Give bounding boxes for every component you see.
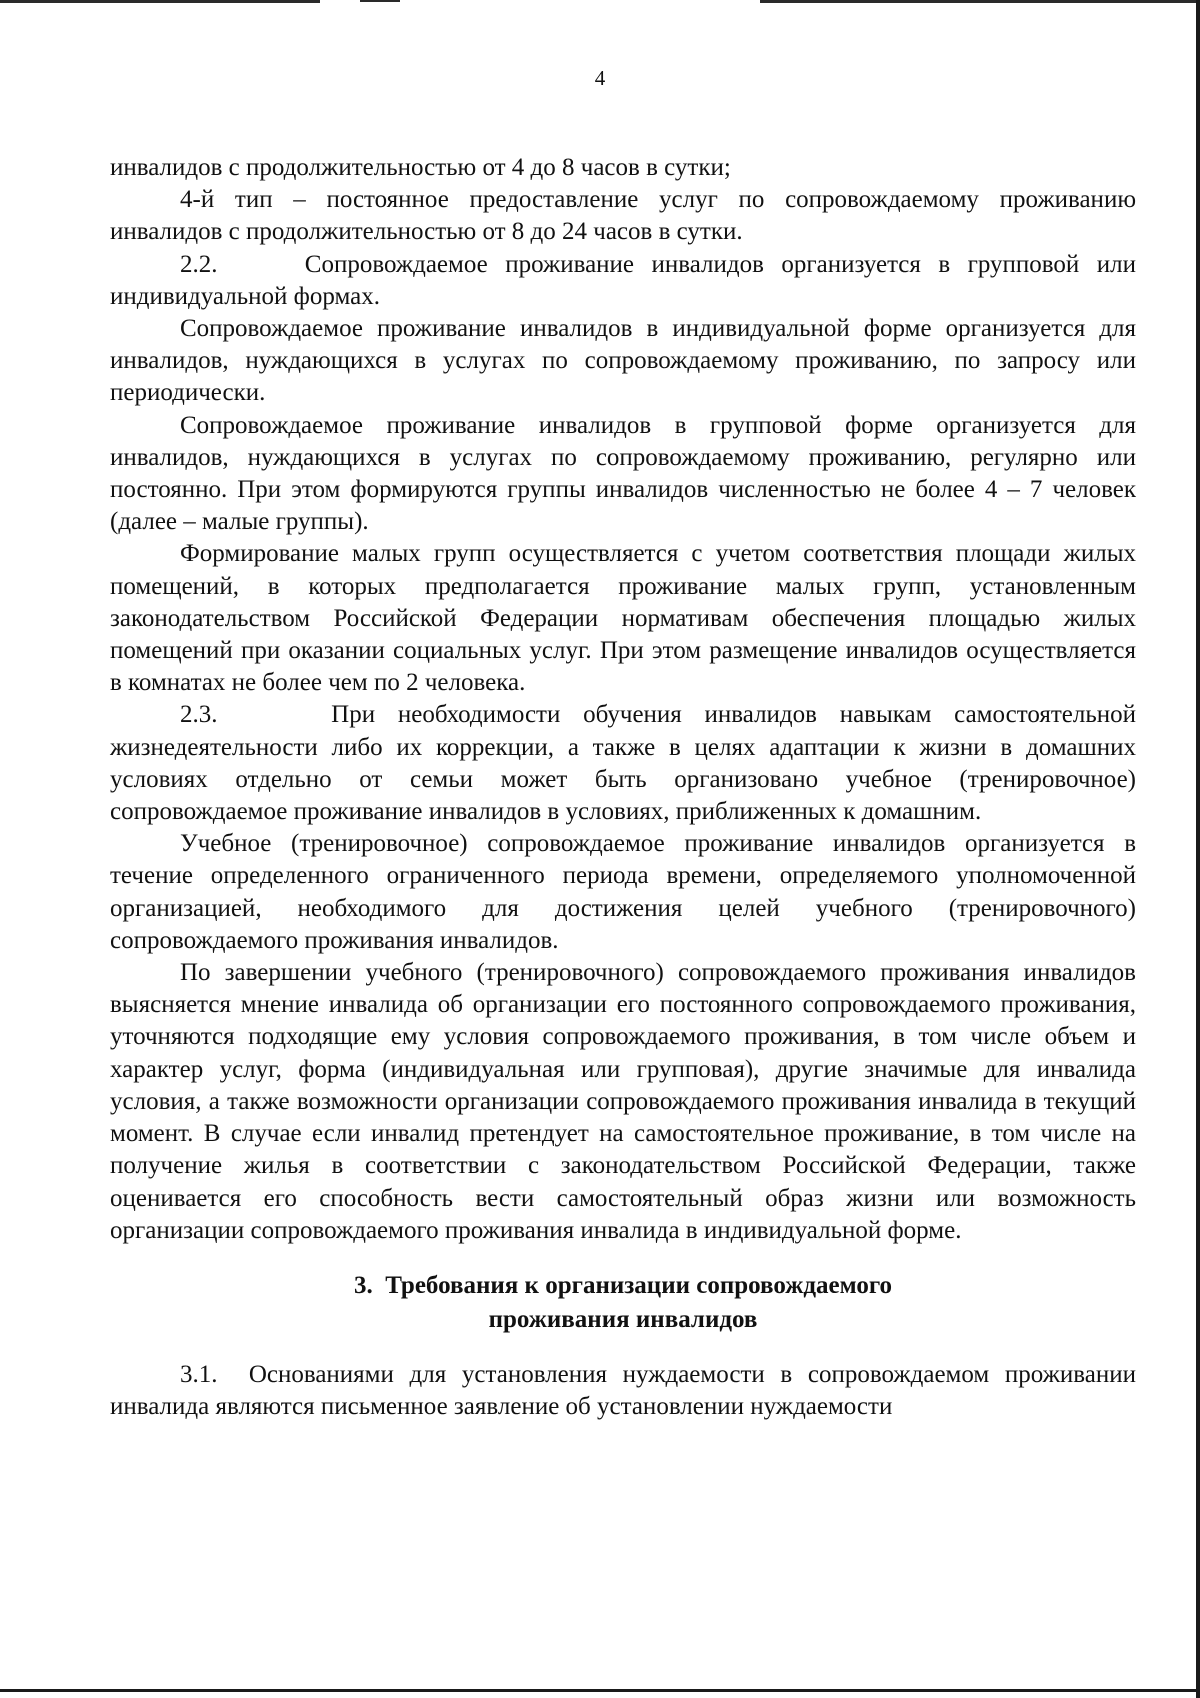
- section-heading-line-2: проживания инвалидов: [488, 1305, 758, 1333]
- section-heading-line-1: 3. Требования к организации сопровождаемого: [353, 1271, 893, 1299]
- paragraph: 2.3. При необходимости обучения инвалидов навыкам самостоятельной жизнедеятельности либо их коррекции, а также в целях адаптации к жизни в домашних условиях отдельно от семьи может быть организовано учебное (тренировочное) сопровождаемое проживание инвалидов в условиях, приближенных к домашним.: [110, 701, 1143, 826]
- scan-edge-right: [1196, 0, 1200, 1698]
- scan-edge-top-right: [760, 0, 1200, 3]
- paragraph: инвалидов с продолжительностью от 4 до 8 часов в сутки;: [110, 154, 731, 181]
- paragraph: Учебное (тренировочное) сопровождаемое проживание инвалидов организуется в течение определенного ограниченного периода времени, определяемого уполномоченной организацией, необходимого для достижения целей учебного (тренировочного) сопровождаемого проживания инвалидов.: [110, 830, 1136, 954]
- paragraph: Сопровождаемое проживание инвалидов в индивидуальной форме организуется для инвалидов, нуждающихся в услугах по сопровождаемому проживанию, по запросу или периодически.: [110, 315, 1136, 407]
- document-body: [110, 152, 1143, 1423]
- scan-edge-top-mark: [360, 0, 400, 2]
- page-number: 4: [594, 66, 606, 90]
- scan-edge-top-left: [0, 0, 320, 3]
- paragraph: Сопровождаемое проживание инвалидов в групповой форме организуется для инвалидов, нуждающихся в услугах по сопровождаемому проживанию, регулярно или постоянно. При этом формируются группы инвалидов численностью не более 4 – 7 человек (далее – малые группы).: [110, 411, 1136, 536]
- section-heading: [110, 1269, 1136, 1337]
- paragraph: 4-й тип – постоянное предоставление услуг по сопровождаемому проживанию инвалидов с продолжительностью от 8 до 24 часов в сутки.: [110, 186, 1136, 246]
- scan-edge-bottom: [0, 1689, 1200, 1692]
- paragraph: 3.1. Основаниями для установления нуждаемости в сопровождаемом проживании инвалида являются письменное заявление об установлении нуждаемости: [110, 1360, 1143, 1421]
- paragraph: 2.2. Сопровождаемое проживание инвалидов организуется в групповой или индивидуальной формах.: [110, 250, 1143, 310]
- paragraph: Формирование малых групп осуществляется с учетом соответствия площади жилых помещений, в которых предполагается проживание малых групп, установленным законодательством Российской Федерации нормативам обеспечения площадью жилых помещений при оказании социальных услуг. При этом размещение инвалидов осуществляется в комнатах не более чем по 2 человека.: [110, 540, 1136, 697]
- paragraph: По завершении учебного (тренировочного) сопровождаемого проживания инвалидов выясняется мнение инвалида об организации его постоянного сопровождаемого проживания, уточняются подходящие ему условия сопровождаемого проживания, в том числе объем и характер услуг, форма (индивидуальная или групповая), другие значимые для инвалида условия, а также возможности организации сопровождаемого проживания инвалида в текущий момент. В случае если инвалид претендует на самостоятельное проживание, в том числе на получение жилья в соответствии с законодательством Российской Федерации, также оценивается его способность вести самостоятельный образ жизни или возможность организации сопровождаемого проживания инвалида в индивидуальной форме.: [110, 959, 1136, 1244]
